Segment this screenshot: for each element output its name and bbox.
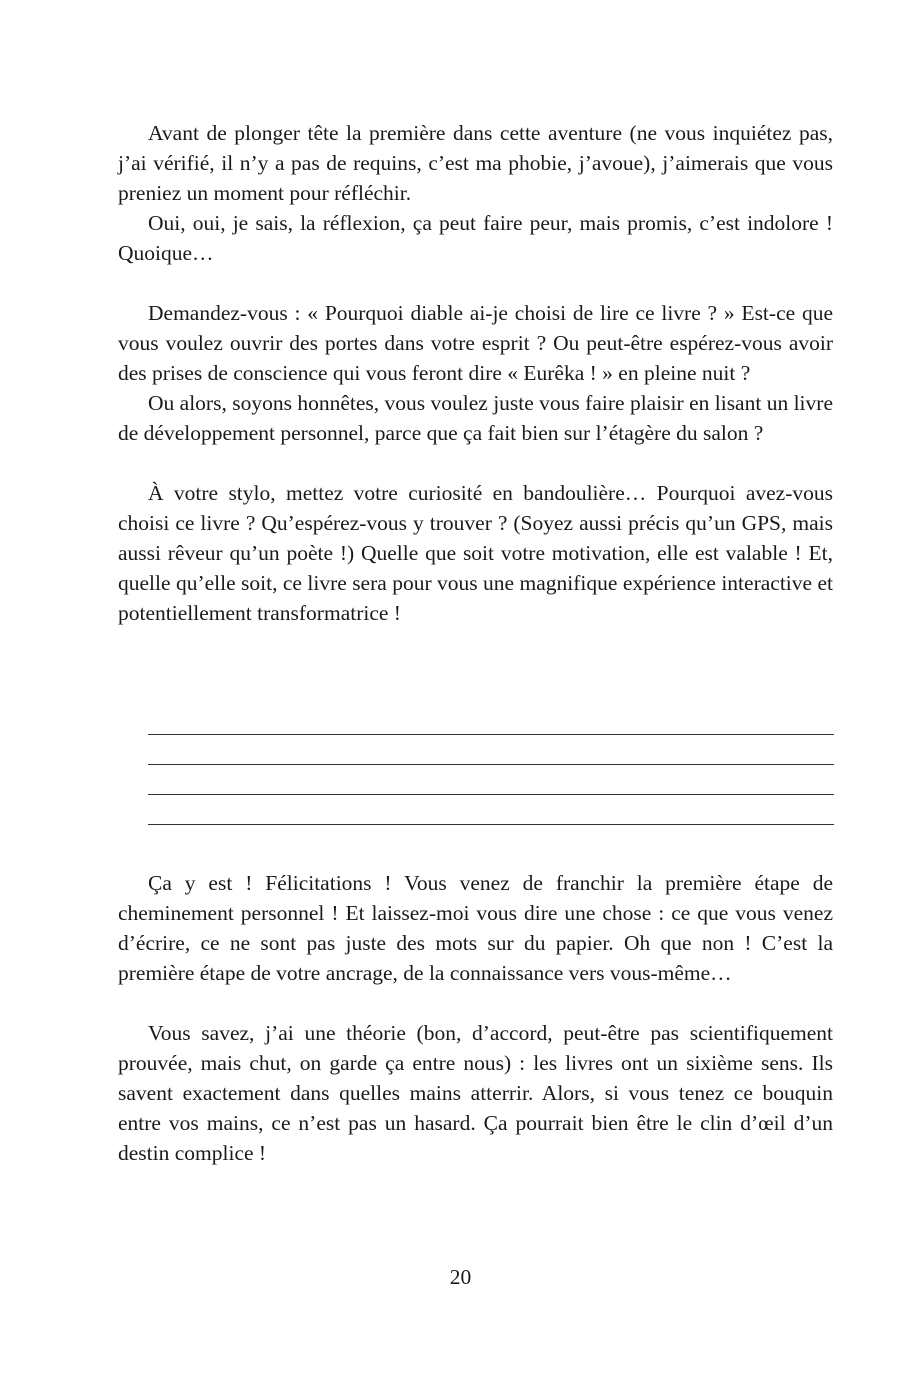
page-body-bottom (118, 868, 833, 1168)
paragraph: Demandez-vous : « Pourquoi diable ai-je choisi de lire ce livre ? » Est-ce que vous voulez ouvrir des portes dans votre esprit ? Ou peut-être espérez-vous avoir des prises de conscience qui vous feront dire « Eurêka ! » en pleine nuit ? (118, 301, 833, 385)
paragraph: Avant de plonger tête la première dans cette aventure (ne vous inquiétez pas, j’ai vérifié, il n’y a pas de requins, c’est ma phobie, j’avoue), j’aimerais que vous preniez un moment pour réfléchir. (118, 121, 833, 205)
writing-area[interactable] (148, 734, 834, 854)
writing-line[interactable] (148, 764, 834, 765)
paragraph-gap (118, 448, 833, 478)
page-body-top (118, 118, 833, 628)
writing-line[interactable] (148, 734, 834, 735)
paragraph: À votre stylo, mettez votre curiosité en bandoulière… Pourquoi avez-vous choisi ce livre ? Qu’espérez-vous y trouver ? (Soyez aussi précis qu’un GPS, mais aussi rêveur qu’un poète !) Quelle que soit votre motivation, elle est valable ! Et, quelle qu’elle soit, ce livre sera pour vous une magnifique expérience interactive et potentiellement transformatrice ! (118, 481, 833, 625)
paragraph-gap (118, 268, 833, 298)
paragraph: Ça y est ! Félicitations ! Vous venez de franchir la première étape de cheminement personnel ! Et laissez-moi vous dire une chose : ce que vous venez d’écrire, ce ne sont pas juste des mots sur du papier. Oh que non ! C’est la première étape de votre ancrage, de la connaissance vers vous-même… (118, 871, 833, 985)
page-number: 20 (449, 1265, 472, 1289)
paragraph: Oui, oui, je sais, la réflexion, ça peut faire peur, mais promis, c’est indolore ! Quoique… (118, 211, 833, 265)
writing-line[interactable] (148, 824, 834, 825)
paragraph: Vous savez, j’ai une théorie (bon, d’accord, peut-être pas scientifiquement prouvée, mais chut, on garde ça entre nous) : les livres ont un sixième sens. Ils savent exactement dans quelles mains atterrir. Alors, si vous tenez ce bouquin entre vos mains, ce n’est pas un hasard. Ça pourrait bien être le clin d’œil d’un destin complice ! (118, 1021, 833, 1165)
writing-line[interactable] (148, 794, 834, 795)
paragraph: Ou alors, soyons honnêtes, vous voulez juste vous faire plaisir en lisant un livre de développement personnel, parce que ça fait bien sur l’étagère du salon ? (118, 391, 833, 445)
paragraph-gap (118, 988, 833, 1018)
